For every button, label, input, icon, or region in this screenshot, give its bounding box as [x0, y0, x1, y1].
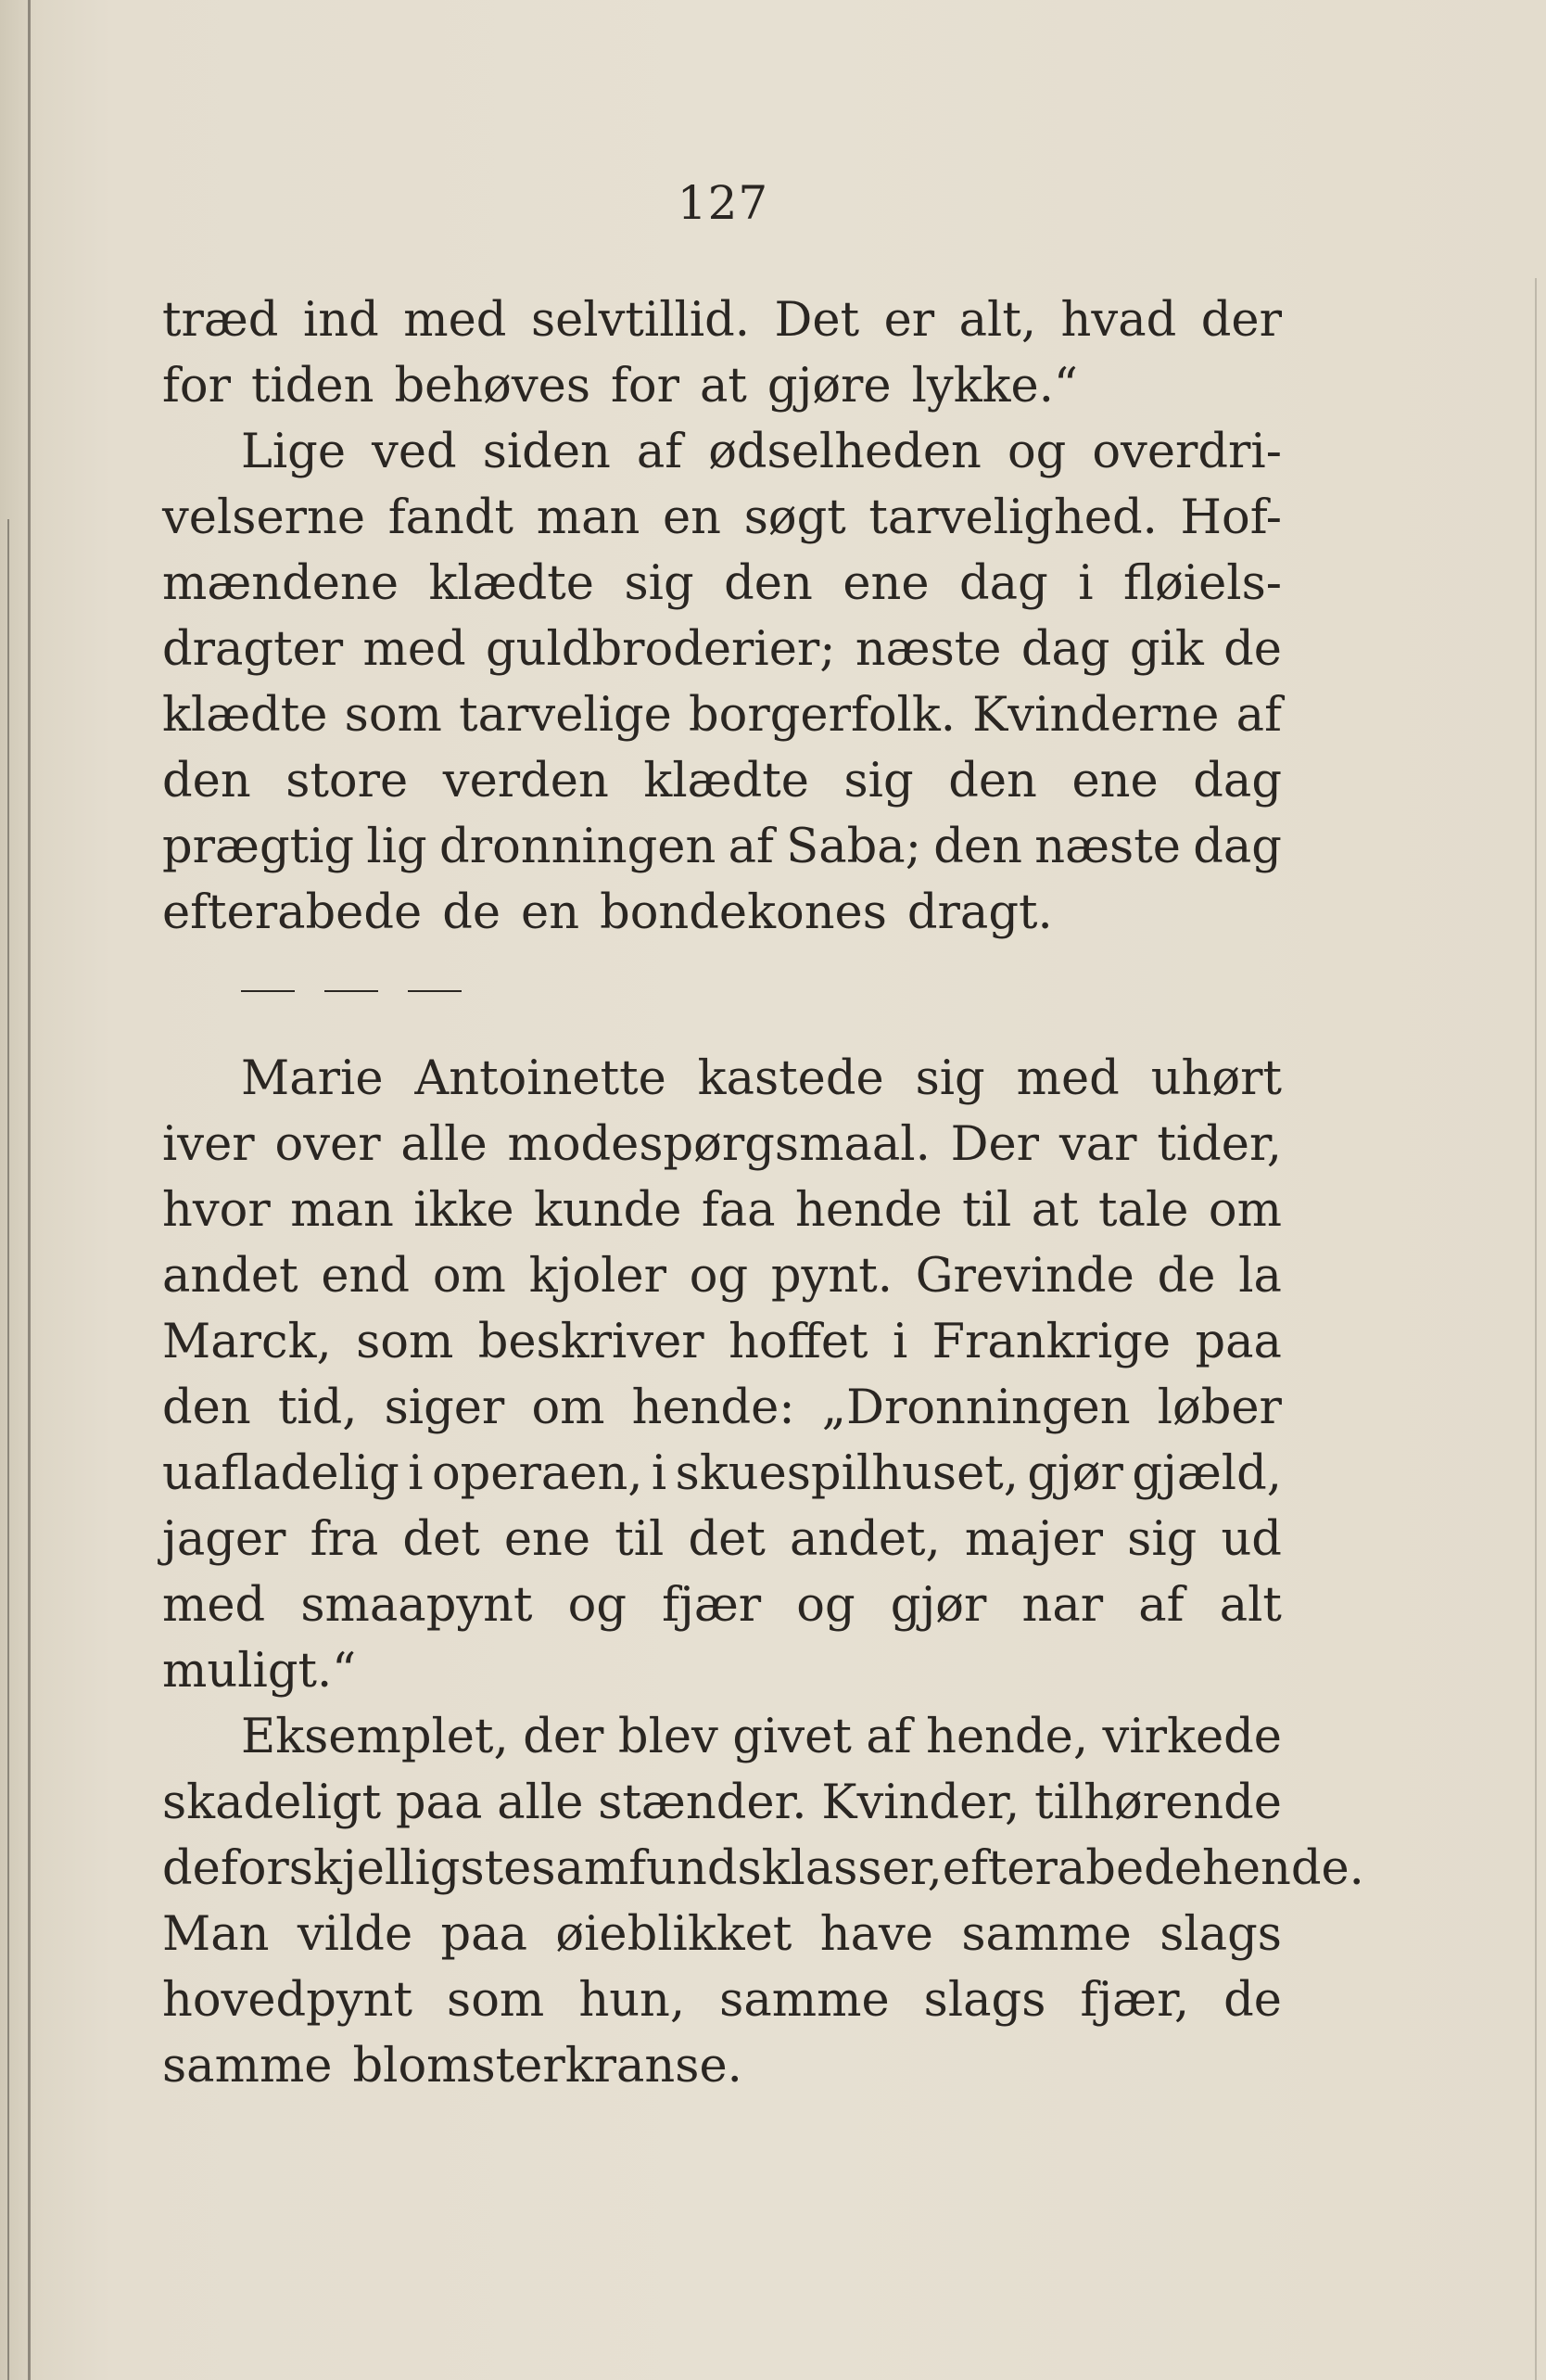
word: sig	[1127, 1512, 1198, 1567]
word: hovedpynt	[162, 1973, 412, 2028]
word: hvad	[1060, 293, 1177, 348]
word: verden	[442, 754, 609, 808]
text-line	[162, 1902, 1282, 1967]
word: den	[162, 1381, 251, 1435]
word: ud	[1221, 1512, 1282, 1567]
word: tider,	[1157, 1117, 1282, 1172]
word: dragter	[162, 622, 344, 677]
word: klædte	[428, 556, 594, 611]
word: Grevinde	[915, 1249, 1134, 1304]
word: tid,	[277, 1381, 358, 1435]
text-line	[162, 1375, 1282, 1441]
word: gik	[1129, 622, 1204, 677]
text-line	[162, 419, 1282, 485]
word: modespørgsmaal.	[507, 1117, 931, 1172]
word: om	[531, 1381, 605, 1435]
word: store	[285, 754, 409, 808]
section-separator	[162, 946, 1282, 1046]
word: den	[933, 820, 1022, 874]
word: smaapynt	[300, 1578, 533, 1633]
word: af	[1138, 1578, 1185, 1633]
word: hoffet	[729, 1315, 868, 1369]
text-line	[162, 1572, 1282, 1638]
word: hende:	[631, 1381, 795, 1435]
word: med	[1016, 1051, 1120, 1106]
word: de	[1223, 622, 1282, 677]
separator-text	[241, 964, 496, 1019]
word: ved	[372, 425, 457, 479]
word: samme	[719, 1973, 890, 2028]
word: Antoinette	[414, 1051, 666, 1106]
word: klædte	[643, 754, 809, 808]
word: det	[402, 1512, 480, 1567]
word: en	[521, 885, 580, 940]
word: som	[344, 688, 442, 743]
word: skuespilhuset,	[675, 1446, 1019, 1501]
word: er	[883, 293, 935, 348]
word: over	[274, 1117, 381, 1172]
text-line	[162, 1836, 1364, 1902]
text-line	[162, 1309, 1282, 1375]
word: tale	[1098, 1183, 1189, 1238]
word: man	[290, 1183, 394, 1238]
word: lig	[366, 820, 427, 874]
word: muligt.“	[162, 1644, 357, 1699]
word: løber	[1157, 1381, 1282, 1435]
word: kjoler	[528, 1249, 666, 1304]
word: slags	[1160, 1907, 1282, 1962]
word: Saba;	[786, 820, 921, 874]
word: samme	[961, 1907, 1132, 1962]
word: gjør	[1027, 1446, 1123, 1501]
word: hun,	[578, 1973, 686, 2028]
word: til	[962, 1183, 1012, 1238]
word: faa	[701, 1183, 776, 1238]
word: sig	[915, 1051, 985, 1106]
word: træd	[162, 293, 279, 348]
word: fra	[310, 1512, 379, 1567]
word: virkede	[1102, 1710, 1282, 1764]
text-line	[162, 748, 1282, 814]
word: tiden	[250, 359, 374, 414]
word: dronningen	[439, 820, 716, 874]
text-line	[162, 287, 1282, 353]
word: Det	[774, 293, 860, 348]
word: overdri-	[1092, 425, 1282, 479]
word: Kvinderne	[972, 688, 1220, 743]
word: næste	[1034, 820, 1181, 874]
word: Der	[950, 1117, 1040, 1172]
text-line	[162, 1177, 1282, 1243]
word: majer	[964, 1512, 1104, 1567]
word: i	[892, 1315, 908, 1369]
text-line	[162, 880, 1282, 946]
word: siden	[482, 425, 611, 479]
page-edge-shadow	[28, 0, 31, 2380]
word: Eksemplet,	[241, 1710, 509, 1764]
word: alt	[1219, 1578, 1282, 1633]
word: de	[1157, 1249, 1216, 1304]
word: stænder.	[598, 1775, 807, 1830]
word: en	[663, 490, 722, 545]
text-line	[162, 1507, 1282, 1572]
text-line	[162, 1770, 1282, 1836]
text-line	[162, 1046, 1282, 1112]
word: borgerfolk.	[689, 688, 956, 743]
word: i	[651, 1446, 667, 1501]
word: med	[362, 622, 466, 677]
word: paa	[395, 1775, 483, 1830]
word: som	[447, 1973, 545, 2028]
text-line	[162, 2033, 1282, 2099]
word: dag	[959, 556, 1048, 611]
word: Hof-	[1180, 490, 1282, 545]
word: om	[1208, 1183, 1282, 1238]
word: Lige	[241, 425, 347, 479]
word: Frankrige	[931, 1315, 1172, 1369]
word: de	[1223, 1973, 1282, 2028]
word: dag	[1020, 622, 1110, 677]
word: næste	[855, 622, 1002, 677]
word: at	[699, 359, 747, 414]
word: den	[162, 754, 251, 808]
word: samfundsklasser,	[531, 1841, 943, 1896]
word: mændene	[162, 556, 399, 611]
word: ikke	[413, 1183, 514, 1238]
word: velserne	[162, 490, 366, 545]
word: skadeligt	[162, 1775, 382, 1830]
word: pynt.	[770, 1249, 893, 1304]
word: andet	[162, 1249, 298, 1304]
word: samme	[162, 2039, 333, 2094]
word: Marie	[241, 1051, 384, 1106]
word: og	[689, 1249, 749, 1304]
word: alt,	[958, 293, 1037, 348]
word: kunde	[534, 1183, 682, 1238]
page-edge-line	[7, 519, 9, 2380]
word: og	[1007, 425, 1067, 479]
word: i	[1078, 556, 1094, 611]
text-line	[162, 1967, 1282, 2033]
word: behøves	[394, 359, 590, 414]
text-line	[162, 353, 1282, 419]
word: det	[688, 1512, 766, 1567]
text-line	[162, 1243, 1282, 1309]
word: hende,	[926, 1710, 1089, 1764]
word: vilde	[297, 1907, 413, 1962]
word: fjær	[662, 1578, 762, 1633]
word: øieblikket	[555, 1907, 792, 1962]
word: de	[442, 885, 501, 940]
word: sig	[624, 556, 694, 611]
word: med	[162, 1578, 266, 1633]
word: af	[728, 820, 774, 874]
word: tarvelige	[459, 688, 672, 743]
word: iver	[162, 1117, 255, 1172]
word: blev	[617, 1710, 718, 1764]
word: for	[611, 359, 679, 414]
word: uafladelig	[162, 1446, 399, 1501]
word: ene	[843, 556, 930, 611]
word: der	[523, 1710, 604, 1764]
text-line	[162, 814, 1282, 880]
word: ene	[503, 1512, 591, 1567]
word: for	[162, 359, 231, 414]
page-number: 127	[677, 176, 769, 230]
word: guldbroderier;	[486, 622, 836, 677]
word: den	[948, 754, 1037, 808]
word: jager	[162, 1512, 286, 1567]
word: efterabede	[162, 885, 423, 940]
word: at	[1031, 1183, 1079, 1238]
word: la	[1238, 1249, 1282, 1304]
word: efterabede	[942, 1841, 1202, 1896]
word: hvor	[162, 1183, 271, 1238]
word: gjøre	[767, 359, 892, 414]
word: af	[1236, 688, 1282, 743]
word: tarvelighed.	[868, 490, 1158, 545]
word: søgt	[743, 490, 846, 545]
word: tilhørende	[1034, 1775, 1282, 1830]
word: i	[408, 1446, 424, 1501]
word: og	[796, 1578, 855, 1633]
text-line	[162, 485, 1282, 551]
text-line	[162, 617, 1282, 682]
text-line	[162, 1112, 1282, 1177]
body-text	[162, 287, 1364, 2099]
text-line	[162, 682, 1282, 748]
word: til	[615, 1512, 665, 1567]
word: paa	[440, 1907, 527, 1962]
word: gjæld,	[1132, 1446, 1282, 1501]
word: bondekones	[600, 885, 887, 940]
word: lykke.“	[911, 359, 1079, 414]
word: alle	[497, 1775, 584, 1830]
text-line	[162, 1704, 1282, 1770]
word: fandt	[387, 490, 514, 545]
word: dag	[1193, 754, 1282, 808]
word: ødselheden	[708, 425, 982, 479]
text-line	[162, 551, 1282, 617]
word: hende	[795, 1183, 943, 1238]
word: klædte	[162, 688, 328, 743]
word: ind	[302, 293, 379, 348]
word: gjør	[890, 1578, 987, 1633]
word: fjær,	[1080, 1973, 1190, 2028]
text-line	[162, 1638, 1282, 1704]
word: af	[636, 425, 683, 479]
word: man	[536, 490, 640, 545]
word: andet,	[789, 1512, 941, 1567]
word: uhørt	[1150, 1051, 1282, 1106]
word: givet	[732, 1710, 852, 1764]
word: slags	[923, 1973, 1046, 2028]
word: sig	[843, 754, 914, 808]
word: med	[403, 293, 507, 348]
word: de	[162, 1841, 221, 1896]
word: og	[567, 1578, 627, 1633]
word: af	[866, 1710, 912, 1764]
word: den	[724, 556, 813, 611]
word: alle	[400, 1117, 488, 1172]
word: dragt.	[906, 885, 1053, 940]
word: som	[356, 1315, 454, 1369]
word: operaen,	[431, 1446, 643, 1501]
word: fløiels-	[1123, 556, 1282, 611]
word: siger	[384, 1381, 505, 1435]
word: prægtig	[162, 820, 355, 874]
word: ene	[1071, 754, 1159, 808]
word: paa	[1195, 1315, 1282, 1369]
word: blomsterkranse.	[352, 2039, 742, 2094]
word: der	[1200, 293, 1282, 348]
word: var	[1058, 1117, 1137, 1172]
word: have	[819, 1907, 933, 1962]
word: end	[321, 1249, 411, 1304]
word: Marck,	[162, 1315, 332, 1369]
word: beskriver	[477, 1315, 704, 1369]
word: Man	[162, 1907, 270, 1962]
word: om	[432, 1249, 506, 1304]
word: forskjelligste	[220, 1841, 532, 1896]
word: „Dronningen	[821, 1381, 1131, 1435]
word: selvtillid.	[530, 293, 751, 348]
text-line	[162, 1441, 1282, 1507]
word: dag	[1193, 820, 1282, 874]
word: kastede	[697, 1051, 884, 1106]
word: hende.	[1201, 1841, 1364, 1896]
word: Kvinder,	[821, 1775, 1020, 1830]
page-right-edge	[1535, 278, 1537, 2380]
word: nar	[1021, 1578, 1104, 1633]
